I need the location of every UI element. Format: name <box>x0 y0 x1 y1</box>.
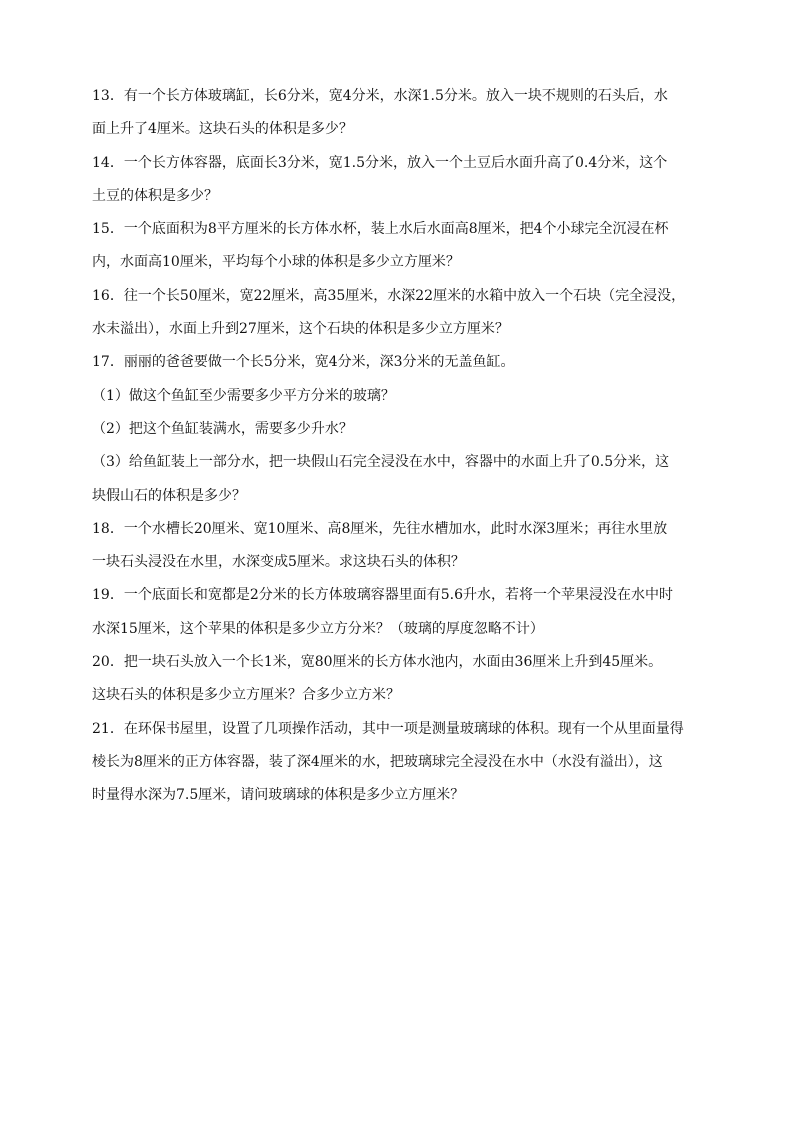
problem-20-line-1: 20．把一块石头放入一个长1米，宽80厘米的长方体水池内，水面由36厘米上升到45厘米。 <box>92 654 663 671</box>
problem-17-part-3-line-2: 块假山石的体积是多少？ <box>92 487 246 504</box>
problem-13-line-2: 面上升了4厘米。这块石头的体积是多少？ <box>92 121 353 138</box>
problem-17-part-1: （1）做这个鱼缸至少需要多少平方分米的玻璃？ <box>92 387 395 404</box>
problem-13-line-1: 13．有一个长方体玻璃缸，长6分米，宽4分米，水深1.5分米。放入一块不规则的石头后，水 <box>92 88 668 104</box>
problem-18-line-2: 一块石头浸没在水里，水深变成5厘米。求这块石头的体积？ <box>92 554 465 571</box>
problem-list <box>92 80 707 813</box>
problem-17-line-1: 17．丽丽的爸爸要做一个长5分米，宽4分米，深3分米的无盖鱼缸。 <box>92 354 515 371</box>
problem-15-line-2: 内，水面高10厘米，平均每个小球的体积是多少立方厘米？ <box>92 254 460 271</box>
problem-19-line-1: 19．一个底面长和宽都是2分米的长方体玻璃容器里面有5.6升水，若将一个苹果浸没在水中时 <box>92 587 673 604</box>
problem-19-line-2: 水深15厘米，这个苹果的体积是多少立方分米？（玻璃的厚度忽略不计） <box>92 620 544 637</box>
problem-17-part-3-line-1: （3）给鱼缸装上一部分水，把一块假山石完全浸没在水中，容器中的水面上升了0.5分米，这 <box>92 454 670 471</box>
problem-21-line-1: 21．在环保书屋里，设置了几项操作活动，其中一项是测量玻璃球的体积。现有一个从里面量得 <box>92 720 684 737</box>
problem-16-line-1: 16．往一个长50厘米，宽22厘米，高35厘米，水深22厘米的水箱中放入一个石块（完全浸没， <box>92 287 686 304</box>
problem-15-line-1: 15．一个底面积为8平方厘米的长方体水杯，装上水后水面高8厘米，把4个小球完全沉浸在杯 <box>92 221 669 238</box>
problem-21-line-3: 时量得水深为7.5厘米，请问玻璃球的体积是多少立方厘米？ <box>92 787 465 804</box>
problem-14-line-1: 14．一个长方体容器，底面长3分米，宽1.5分米，放入一个土豆后水面升高了0.4分米，这个 <box>92 154 668 171</box>
problem-20-line-2: 这块石头的体积是多少立方厘米？合多少立方米？ <box>92 687 400 704</box>
problem-21-line-2: 棱长为8厘米的正方体容器，装了深4厘米的水，把玻璃球完全浸没在水中（水没有溢出），这 <box>92 753 663 770</box>
problem-18-line-1: 18．一个水槽长20厘米、宽10厘米、高8厘米，先往水槽加水，此时水深3厘米；再往水里放 <box>92 520 668 537</box>
problem-16-line-2: 水未溢出），水面上升到27厘米，这个石块的体积是多少立方厘米？ <box>92 321 509 338</box>
problem-17-part-2: （2）把这个鱼缸装满水，需要多少升水？ <box>92 420 353 437</box>
problem-14-line-2: 土豆的体积是多少？ <box>92 187 218 204</box>
